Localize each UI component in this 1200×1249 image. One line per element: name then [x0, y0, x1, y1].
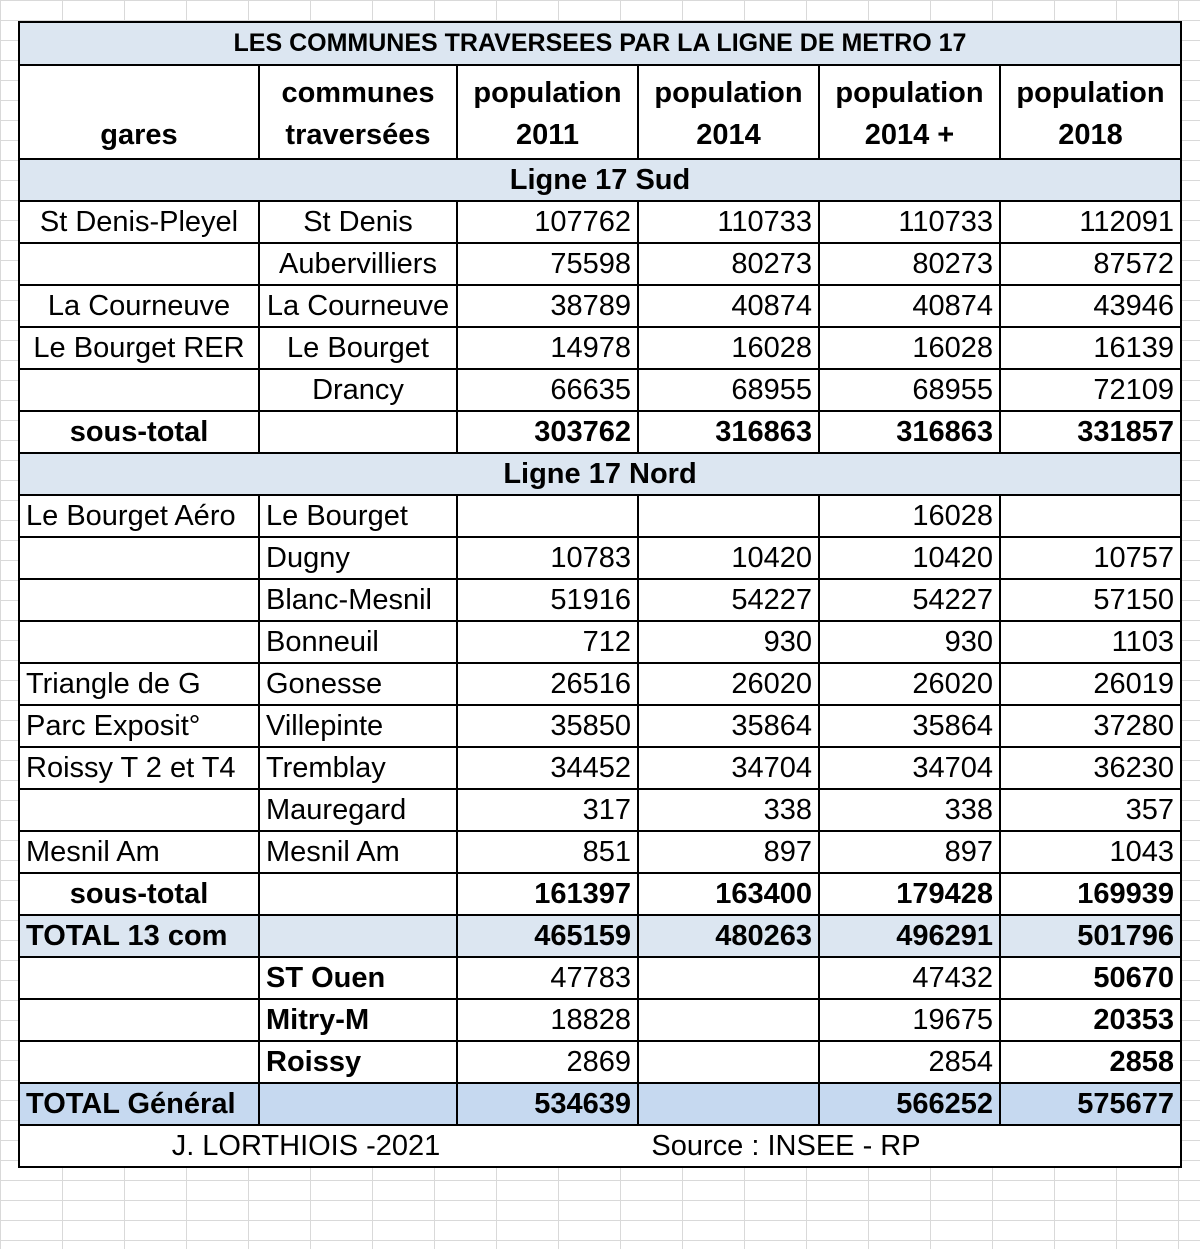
pop-2014-plus-cell: 68955 — [819, 369, 1000, 411]
pop-2011-cell: 38789 — [457, 285, 638, 327]
pop-2018-cell: 112091 — [1000, 201, 1181, 243]
pop-2011-cell: 75598 — [457, 243, 638, 285]
commune-cell: Le Bourget — [259, 327, 457, 369]
table-row — [19, 1041, 1181, 1083]
pop-2014-cell: 35864 — [638, 705, 819, 747]
pop-2011-cell: 10783 — [457, 537, 638, 579]
table-title: LES COMMUNES TRAVERSEES PAR LA LIGNE DE METRO 17 — [19, 22, 1181, 65]
header-row — [19, 65, 1181, 159]
gare-cell: Roissy T 2 et T4 — [19, 747, 259, 789]
pop-2018-cell: 1103 — [1000, 621, 1181, 663]
gare-cell: La Courneuve — [19, 285, 259, 327]
total-empty — [259, 915, 457, 957]
pop-2014-plus-cell: 16028 — [819, 495, 1000, 537]
pop-2014-cell: 34704 — [638, 747, 819, 789]
pop-2018-cell: 87572 — [1000, 243, 1181, 285]
footer-author: J. LORTHIOIS -2021 — [171, 1130, 441, 1162]
total-general-row — [19, 1083, 1181, 1125]
commune-cell: Villepinte — [259, 705, 457, 747]
total-2014: 480263 — [638, 915, 819, 957]
commune-cell: Drancy — [259, 369, 457, 411]
gare-cell — [19, 789, 259, 831]
pop-2014-plus-cell: 2854 — [819, 1041, 1000, 1083]
header-pop-2014: population 2014 — [638, 65, 819, 159]
pop-2011-cell: 851 — [457, 831, 638, 873]
pop-2014-plus-cell: 110733 — [819, 201, 1000, 243]
total-2018: 501796 — [1000, 915, 1181, 957]
population-table — [18, 21, 1182, 1168]
total-label: TOTAL 13 com — [19, 915, 259, 957]
subtotal-2011: 161397 — [457, 873, 638, 915]
pop-2011-cell: 34452 — [457, 747, 638, 789]
total-general-label: TOTAL Général — [19, 1083, 259, 1125]
pop-2014-cell — [638, 1041, 819, 1083]
gare-cell — [19, 1041, 259, 1083]
subtotal-2014-plus: 316863 — [819, 411, 1000, 453]
header-gares: gares — [19, 65, 259, 159]
pop-2014-plus-cell: 54227 — [819, 579, 1000, 621]
table-row — [19, 831, 1181, 873]
pop-2018-cell: 20353 — [1000, 999, 1181, 1041]
table-row — [19, 537, 1181, 579]
commune-cell: Gonesse — [259, 663, 457, 705]
section-nord — [19, 453, 1181, 495]
footer-cell — [19, 1125, 1181, 1167]
commune-cell: La Courneuve — [259, 285, 457, 327]
table-row — [19, 327, 1181, 369]
table-row — [19, 789, 1181, 831]
pop-2014-cell: 338 — [638, 789, 819, 831]
pop-2014-plus-cell: 338 — [819, 789, 1000, 831]
section-sud — [19, 159, 1181, 201]
table-row — [19, 663, 1181, 705]
pop-2014-cell: 68955 — [638, 369, 819, 411]
total-general-2014-plus: 566252 — [819, 1083, 1000, 1125]
table-row — [19, 243, 1181, 285]
pop-2014-cell: 16028 — [638, 327, 819, 369]
subtotal-label: sous-total — [19, 873, 259, 915]
commune-cell: Mesnil Am — [259, 831, 457, 873]
sud-subtotal-row — [19, 411, 1181, 453]
gare-cell — [19, 579, 259, 621]
pop-2018-cell: 43946 — [1000, 285, 1181, 327]
gare-cell: Triangle de G — [19, 663, 259, 705]
pop-2018-cell: 72109 — [1000, 369, 1181, 411]
pop-2011-cell: 26516 — [457, 663, 638, 705]
table-row — [19, 621, 1181, 663]
table-row — [19, 705, 1181, 747]
header-communes: communes traversées — [259, 65, 457, 159]
pop-2018-cell: 50670 — [1000, 957, 1181, 999]
gare-cell: Le Bourget Aéro — [19, 495, 259, 537]
total-2014-plus: 496291 — [819, 915, 1000, 957]
pop-2014-cell: 80273 — [638, 243, 819, 285]
pop-2014-plus-cell: 19675 — [819, 999, 1000, 1041]
title-row — [19, 22, 1181, 65]
table-row — [19, 495, 1181, 537]
table-row — [19, 369, 1181, 411]
nord-rows — [19, 495, 1181, 873]
subtotal-2018: 331857 — [1000, 411, 1181, 453]
pop-2011-cell: 317 — [457, 789, 638, 831]
extra-rows — [19, 957, 1181, 1083]
table-row — [19, 285, 1181, 327]
pop-2018-cell: 57150 — [1000, 579, 1181, 621]
pop-2018-cell: 37280 — [1000, 705, 1181, 747]
pop-2011-cell: 712 — [457, 621, 638, 663]
pop-2014-cell — [638, 999, 819, 1041]
gare-cell: Mesnil Am — [19, 831, 259, 873]
total-general-empty — [259, 1083, 457, 1125]
pop-2014-plus-cell: 26020 — [819, 663, 1000, 705]
commune-cell: Dugny — [259, 537, 457, 579]
table-row — [19, 579, 1181, 621]
pop-2014-cell: 40874 — [638, 285, 819, 327]
commune-cell: St Denis — [259, 201, 457, 243]
table-row — [19, 747, 1181, 789]
gare-cell — [19, 243, 259, 285]
pop-2014-plus-cell: 47432 — [819, 957, 1000, 999]
pop-2018-cell: 2858 — [1000, 1041, 1181, 1083]
pop-2014-cell: 897 — [638, 831, 819, 873]
commune-cell: Mauregard — [259, 789, 457, 831]
header-pop-2011: population 2011 — [457, 65, 638, 159]
total-general-2014 — [638, 1083, 819, 1125]
pop-2014-cell — [638, 495, 819, 537]
subtotal-empty — [259, 873, 457, 915]
commune-cell: Le Bourget — [259, 495, 457, 537]
table-row — [19, 201, 1181, 243]
pop-2011-cell: 14978 — [457, 327, 638, 369]
pop-2014-cell — [638, 957, 819, 999]
pop-2018-cell: 357 — [1000, 789, 1181, 831]
pop-2014-plus-cell: 10420 — [819, 537, 1000, 579]
pop-2014-plus-cell: 34704 — [819, 747, 1000, 789]
total-13-row — [19, 915, 1181, 957]
pop-2014-cell: 10420 — [638, 537, 819, 579]
gare-cell: Parc Exposit° — [19, 705, 259, 747]
footer-row — [19, 1125, 1181, 1167]
pop-2014-plus-cell: 16028 — [819, 327, 1000, 369]
pop-2018-cell: 36230 — [1000, 747, 1181, 789]
gare-cell — [19, 999, 259, 1041]
pop-2011-cell: 107762 — [457, 201, 638, 243]
pop-2014-plus-cell: 897 — [819, 831, 1000, 873]
section-nord-label: Ligne 17 Nord — [19, 453, 1181, 495]
pop-2014-cell: 26020 — [638, 663, 819, 705]
pop-2018-cell: 26019 — [1000, 663, 1181, 705]
total-general-2018: 575677 — [1000, 1083, 1181, 1125]
commune-cell: Tremblay — [259, 747, 457, 789]
subtotal-2014-plus: 179428 — [819, 873, 1000, 915]
commune-cell: Blanc-Mesnil — [259, 579, 457, 621]
gare-cell: St Denis-Pleyel — [19, 201, 259, 243]
pop-2014-cell: 930 — [638, 621, 819, 663]
pop-2011-cell: 51916 — [457, 579, 638, 621]
pop-2018-cell: 16139 — [1000, 327, 1181, 369]
pop-2018-cell: 10757 — [1000, 537, 1181, 579]
pop-2014-plus-cell: 35864 — [819, 705, 1000, 747]
commune-cell: Bonneuil — [259, 621, 457, 663]
pop-2018-cell — [1000, 495, 1181, 537]
gare-cell: Le Bourget RER — [19, 327, 259, 369]
gare-cell — [19, 369, 259, 411]
commune-cell: Aubervilliers — [259, 243, 457, 285]
pop-2011-cell: 2869 — [457, 1041, 638, 1083]
pop-2011-cell: 47783 — [457, 957, 638, 999]
footer-source: Source : INSEE - RP — [651, 1130, 921, 1162]
pop-2014-cell: 54227 — [638, 579, 819, 621]
gare-cell — [19, 537, 259, 579]
pop-2011-cell: 66635 — [457, 369, 638, 411]
section-sud-label: Ligne 17 Sud — [19, 159, 1181, 201]
pop-2011-cell: 35850 — [457, 705, 638, 747]
pop-2014-cell: 110733 — [638, 201, 819, 243]
subtotal-2011: 303762 — [457, 411, 638, 453]
subtotal-2018: 169939 — [1000, 873, 1181, 915]
gare-cell — [19, 957, 259, 999]
pop-2014-plus-cell: 80273 — [819, 243, 1000, 285]
subtotal-empty — [259, 411, 457, 453]
pop-2014-plus-cell: 930 — [819, 621, 1000, 663]
total-general-2011: 534639 — [457, 1083, 638, 1125]
pop-2018-cell: 1043 — [1000, 831, 1181, 873]
header-pop-2018: population 2018 — [1000, 65, 1181, 159]
total-2011: 465159 — [457, 915, 638, 957]
commune-cell: Mitry-M — [259, 999, 457, 1041]
sud-rows — [19, 201, 1181, 411]
table-row — [19, 957, 1181, 999]
pop-2011-cell — [457, 495, 638, 537]
table-row — [19, 999, 1181, 1041]
nord-subtotal-row — [19, 873, 1181, 915]
header-pop-2014-plus: population 2014 + — [819, 65, 1000, 159]
subtotal-2014: 163400 — [638, 873, 819, 915]
commune-cell: ST Ouen — [259, 957, 457, 999]
pop-2014-plus-cell: 40874 — [819, 285, 1000, 327]
subtotal-label: sous-total — [19, 411, 259, 453]
commune-cell: Roissy — [259, 1041, 457, 1083]
pop-2011-cell: 18828 — [457, 999, 638, 1041]
gare-cell — [19, 621, 259, 663]
subtotal-2014: 316863 — [638, 411, 819, 453]
